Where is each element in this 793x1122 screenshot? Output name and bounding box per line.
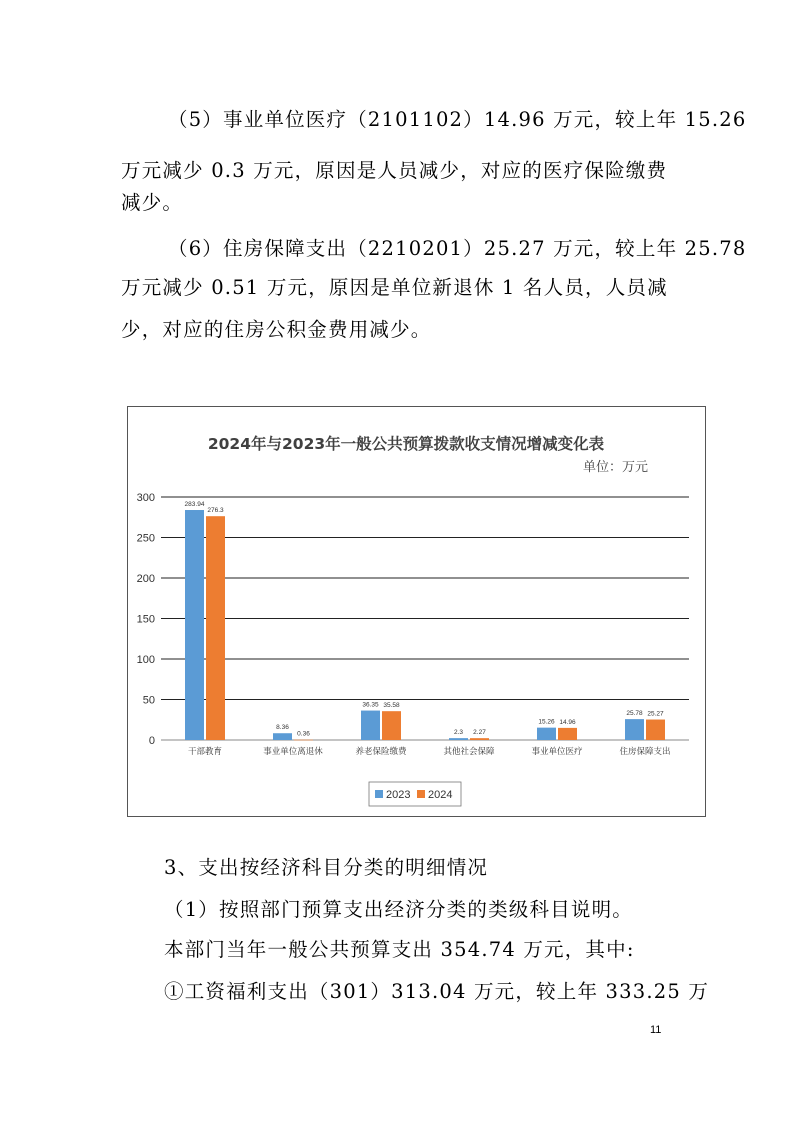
data-label: 15.26 [538,718,555,726]
x-tick-label: 事业单位医疗 [531,747,583,757]
text-line: 本部门当年一般公共预算支出 354.74 万元，其中: [164,938,635,961]
bar-2023 [361,711,380,740]
bar-2023 [537,728,556,740]
y-tick-label: 100 [136,654,155,666]
budget-change-chart [127,406,706,817]
text-line: 少，对应的住房公积金费用减少。 [121,318,432,341]
chart-unit: 单位：万元 [582,460,648,475]
y-tick-label: 250 [136,532,155,545]
data-label: 35.58 [383,702,400,710]
chart-title: 2024年与2023年一般公共预算拨款收支情况增减变化表 [207,435,605,453]
x-tick-label: 其他社会保障 [443,747,495,757]
data-label: 8.36 [276,724,289,732]
x-tick-label: 住房保障支出 [619,747,671,757]
data-label: 2.3 [453,729,464,737]
legend-label: 2023 [386,789,411,801]
legend-swatch [417,790,425,798]
bar-2023 [449,738,468,740]
x-tick-label: 干部教育 [187,747,223,757]
x-tick-label: 事业单位离退休 [263,747,323,757]
data-label: 2.27 [473,729,486,737]
y-tick-label: 200 [136,573,155,585]
text-line: ①工资福利支出（301）313.04 万元，较上年 333.25 万 [164,980,710,1003]
bar-2023 [273,733,292,740]
y-tick-label: 0 [148,735,155,747]
bar-2023 [185,510,204,740]
legend-label: 2024 [428,789,453,801]
legend-swatch [375,790,383,798]
text-line: （1）按照部门预算支出经济分类的类级科目说明。 [164,898,634,921]
data-label: 25.27 [647,710,664,718]
bar-2023 [625,719,644,740]
text-line: （6）住房保障支出（2210201）25.27 万元，较上年 25.78 [168,237,747,260]
bar-2024 [206,516,225,740]
bar-2024 [382,711,401,740]
bar-2024 [558,728,577,740]
y-tick-label: 150 [136,613,155,626]
data-label: 14.96 [559,718,576,726]
text-line: 减少。 [121,191,184,214]
data-label: 283.94 [184,501,205,509]
bar-2024 [470,738,489,740]
page-number: 11 [650,1024,662,1036]
y-tick-label: 300 [136,492,155,504]
data-label: 0.36 [297,730,310,738]
data-label: 276.3 [207,507,224,515]
y-tick-label: 50 [142,694,155,707]
bar-2024 [646,720,665,740]
section-heading: 3、支出按经济科目分类的明细情况 [164,856,489,879]
text-line: 万元减少 0.51 万元，原因是单位新退休 1 名人员，人员减 [121,276,668,299]
data-label: 25.78 [626,710,643,718]
bar-2024 [294,740,313,741]
x-tick-label: 养老保险缴费 [355,747,407,757]
chart-svg [128,407,705,816]
text-line: （5）事业单位医疗（2101102）14.96 万元，较上年 15.26 [168,108,747,131]
data-label: 36.35 [362,701,379,709]
text-line: 万元减少 0.3 万元，原因是人员减少，对应的医疗保险缴费 [121,159,668,182]
